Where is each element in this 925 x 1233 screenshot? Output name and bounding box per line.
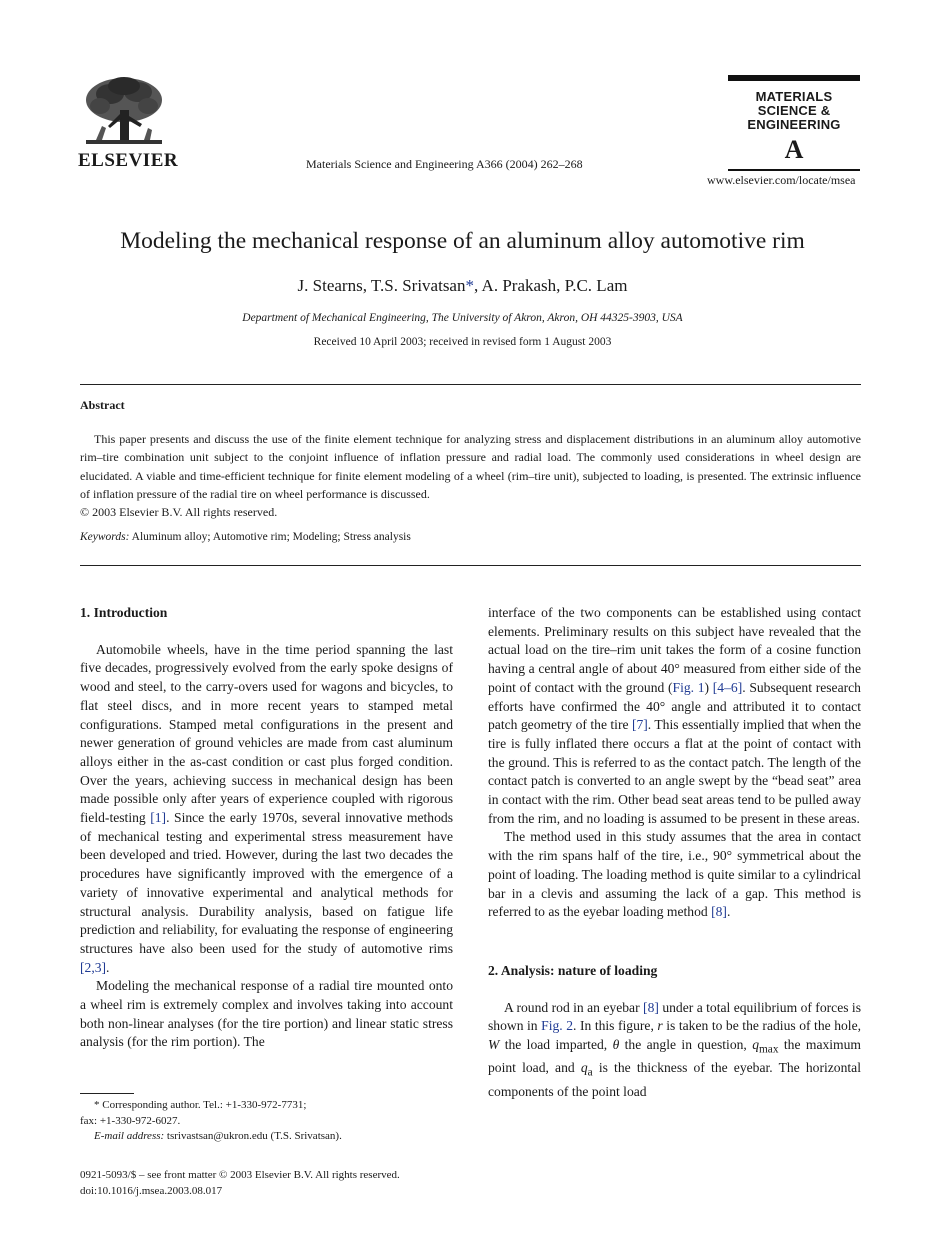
paragraph: Modeling the mechanical response of a radial tire mounted onto a wheel rim is extremely complex and involves taking into account both non-linear analyses (for the tire portion) and linear static stress analysis (for the rim portion). The — [80, 978, 453, 1050]
journal-url[interactable]: www.elsevier.com/locate/msea — [707, 173, 856, 187]
citation-link[interactable]: [8] — [643, 999, 659, 1015]
author-list: J. Stearns, T.S. Srivatsan*, A. Prakash, P.C. Lam — [297, 276, 628, 295]
figure-link[interactable]: Fig. 1 — [672, 679, 705, 695]
figure-link[interactable]: Fig. 2 — [541, 1018, 574, 1034]
received-dates: Received 10 April 2003; received in revised form 1 August 2003 — [313, 336, 612, 348]
paragraph: A round rod in an eyebar [8] under a total equilibrium of forces is shown in Fig. 2. In this figure, r is taken to be the radius of the hole, W the load imparted, θ the angle in question, $q_{max}$ the maximum point load, and $q_a$ is the thickness of the eyebar. The horizontal components of the point load — [488, 999, 862, 1099]
citation-link[interactable]: [4–6] — [712, 679, 743, 695]
abstract-bottom-rule — [80, 565, 861, 566]
paragraph: interface of the two components can be established using contact elements. Preliminary results on this subject have revealed that the actual load on the tire–rim unit takes the form of a cosine function having a central angle of about 40° measured from either side of the point of contact with the ground (Fig. 1) [4–6]. Subsequent research efforts have confirmed the 40° angle and attributed it to contact patch geometry of the tire [7]. This essentially implied that when the tire is fully inflated there occurs a flat at the point of contact with the ground. This is referred to as the contact patch. The length of the contact patch is converted to an angle swept by the “bead seat” area in contact with the rim. Other bead seat areas tend to be pulled away from the rim, and no loading is assumed to be present in these areas. — [488, 605, 862, 826]
footnote: * Corresponding author. Tel.: +1-330-972-7731; fax: +1-330-972-6027. E-mail address: tsrivastsan@ukron.edu (T.S. Srivatsan). — [80, 1099, 342, 1142]
citation-link[interactable]: [1] — [150, 810, 167, 826]
article-title: Modeling the mechanical response of an aluminum alloy automotive rim — [120, 228, 805, 254]
journal-logo-text: MATERIALS SCIENCE & ENGINEERING — [747, 89, 841, 132]
doi-line[interactable]: doi:10.1016/j.msea.2003.08.017 — [80, 1184, 223, 1197]
keywords — [80, 531, 411, 543]
section-heading-analysis: 2. Analysis: nature of loading — [488, 962, 658, 978]
paragraph: Automobile wheels, have in the time period spanning the last five decades, progressively evolved from the early spoke designs of wood and steel, to the carry-overs used for wagons and bicycles, to flat steel discs, and in more recent years to stamped metal configurations. Stamped metal configurations in the present and newer generation of ground vehicles are made from cast aluminum alloys either in the as-cast condition or cast plus forged condition. Over the years, achieving success in mechanical design has been made possible only after years of experience coupled with rigorous field-testing [1]. Since the early 1970s, several innovative methods of mechanical testing and experimental stress measurement have been developed and tried. However, during the last two decades the procedures have significantly improved with the emergence of a variety of innovative experimental and analytical methods for structural analysis. Durability analysis, based on fatigue life prediction and reliability, for evaluating the response of engineering structures have also been used for the study of automotive rims [2,3]. — [80, 641, 453, 975]
journal-logo — [728, 75, 860, 173]
journal-logo-rule — [728, 169, 860, 171]
journal-citation: Materials Science and Engineering A366 (2004) 262–268 — [306, 157, 583, 171]
right-column — [488, 604, 861, 1102]
paragraph: The method used in this study assumes that the area in contact with the rim spans half of the tire, i.e., 90° symmetrical about the point of loading. The loading method is quite similar to a cylindrical bar in a clevis and assuming the lack of a gap. This method is referred to as the eyebar loading method [8]. — [488, 829, 861, 920]
abstract-heading: Abstract — [80, 398, 125, 412]
article-identifiers — [80, 1168, 400, 1199]
section-heading-introduction: 1. Introduction — [80, 605, 168, 620]
corresponding-author-mark[interactable]: * — [465, 276, 474, 295]
affiliation: Department of Mechanical Engineering, The University of Akron, Akron, OH 44325-3903, USA — [242, 312, 683, 324]
citation-link[interactable]: [8] — [711, 904, 727, 920]
abstract-copyright: © 2003 Elsevier B.V. All rights reserved. — [80, 505, 278, 520]
journal-logo-letter: A — [784, 135, 804, 164]
citation-link[interactable]: [7] — [631, 717, 648, 733]
tree-icon — [80, 74, 168, 152]
keywords-label: Keywords: — [80, 531, 130, 543]
abstract-top-rule — [80, 384, 861, 385]
citation-link[interactable]: [2,3] — [80, 959, 107, 975]
left-column — [80, 604, 453, 1052]
email-address[interactable]: tsrivastsan@ukron.edu (T.S. Srivatsan). — [164, 1130, 342, 1142]
footnote-rule — [80, 1093, 134, 1094]
abstract-text: This paper presents and discuss the use of the finite element technique for analyzing stress and displacement distributions in an aluminum alloy automotive rim–tire combination unit subject to the conjoint influence of inflation pressure and radial load. The commonly used considerations in wheel design are elucidated. A viable and time-efficient technique for finite element modeling of a wheel (rim–tire unit), subjected to loading, is presented. The extrinsic influence of inflation pressure of the radial tire on wheel performance is discussed. — [80, 432, 861, 501]
keywords-list: Aluminum alloy; Automotive rim; Modeling; Stress analysis — [131, 531, 411, 543]
issn-line: 0921-5093/$ – see front matter © 2003 Elsevier B.V. All rights reserved. — [80, 1169, 400, 1181]
publisher-name: ELSEVIER — [78, 150, 179, 171]
abstract-body — [80, 430, 861, 521]
email-label: E-mail address: — [94, 1130, 165, 1142]
